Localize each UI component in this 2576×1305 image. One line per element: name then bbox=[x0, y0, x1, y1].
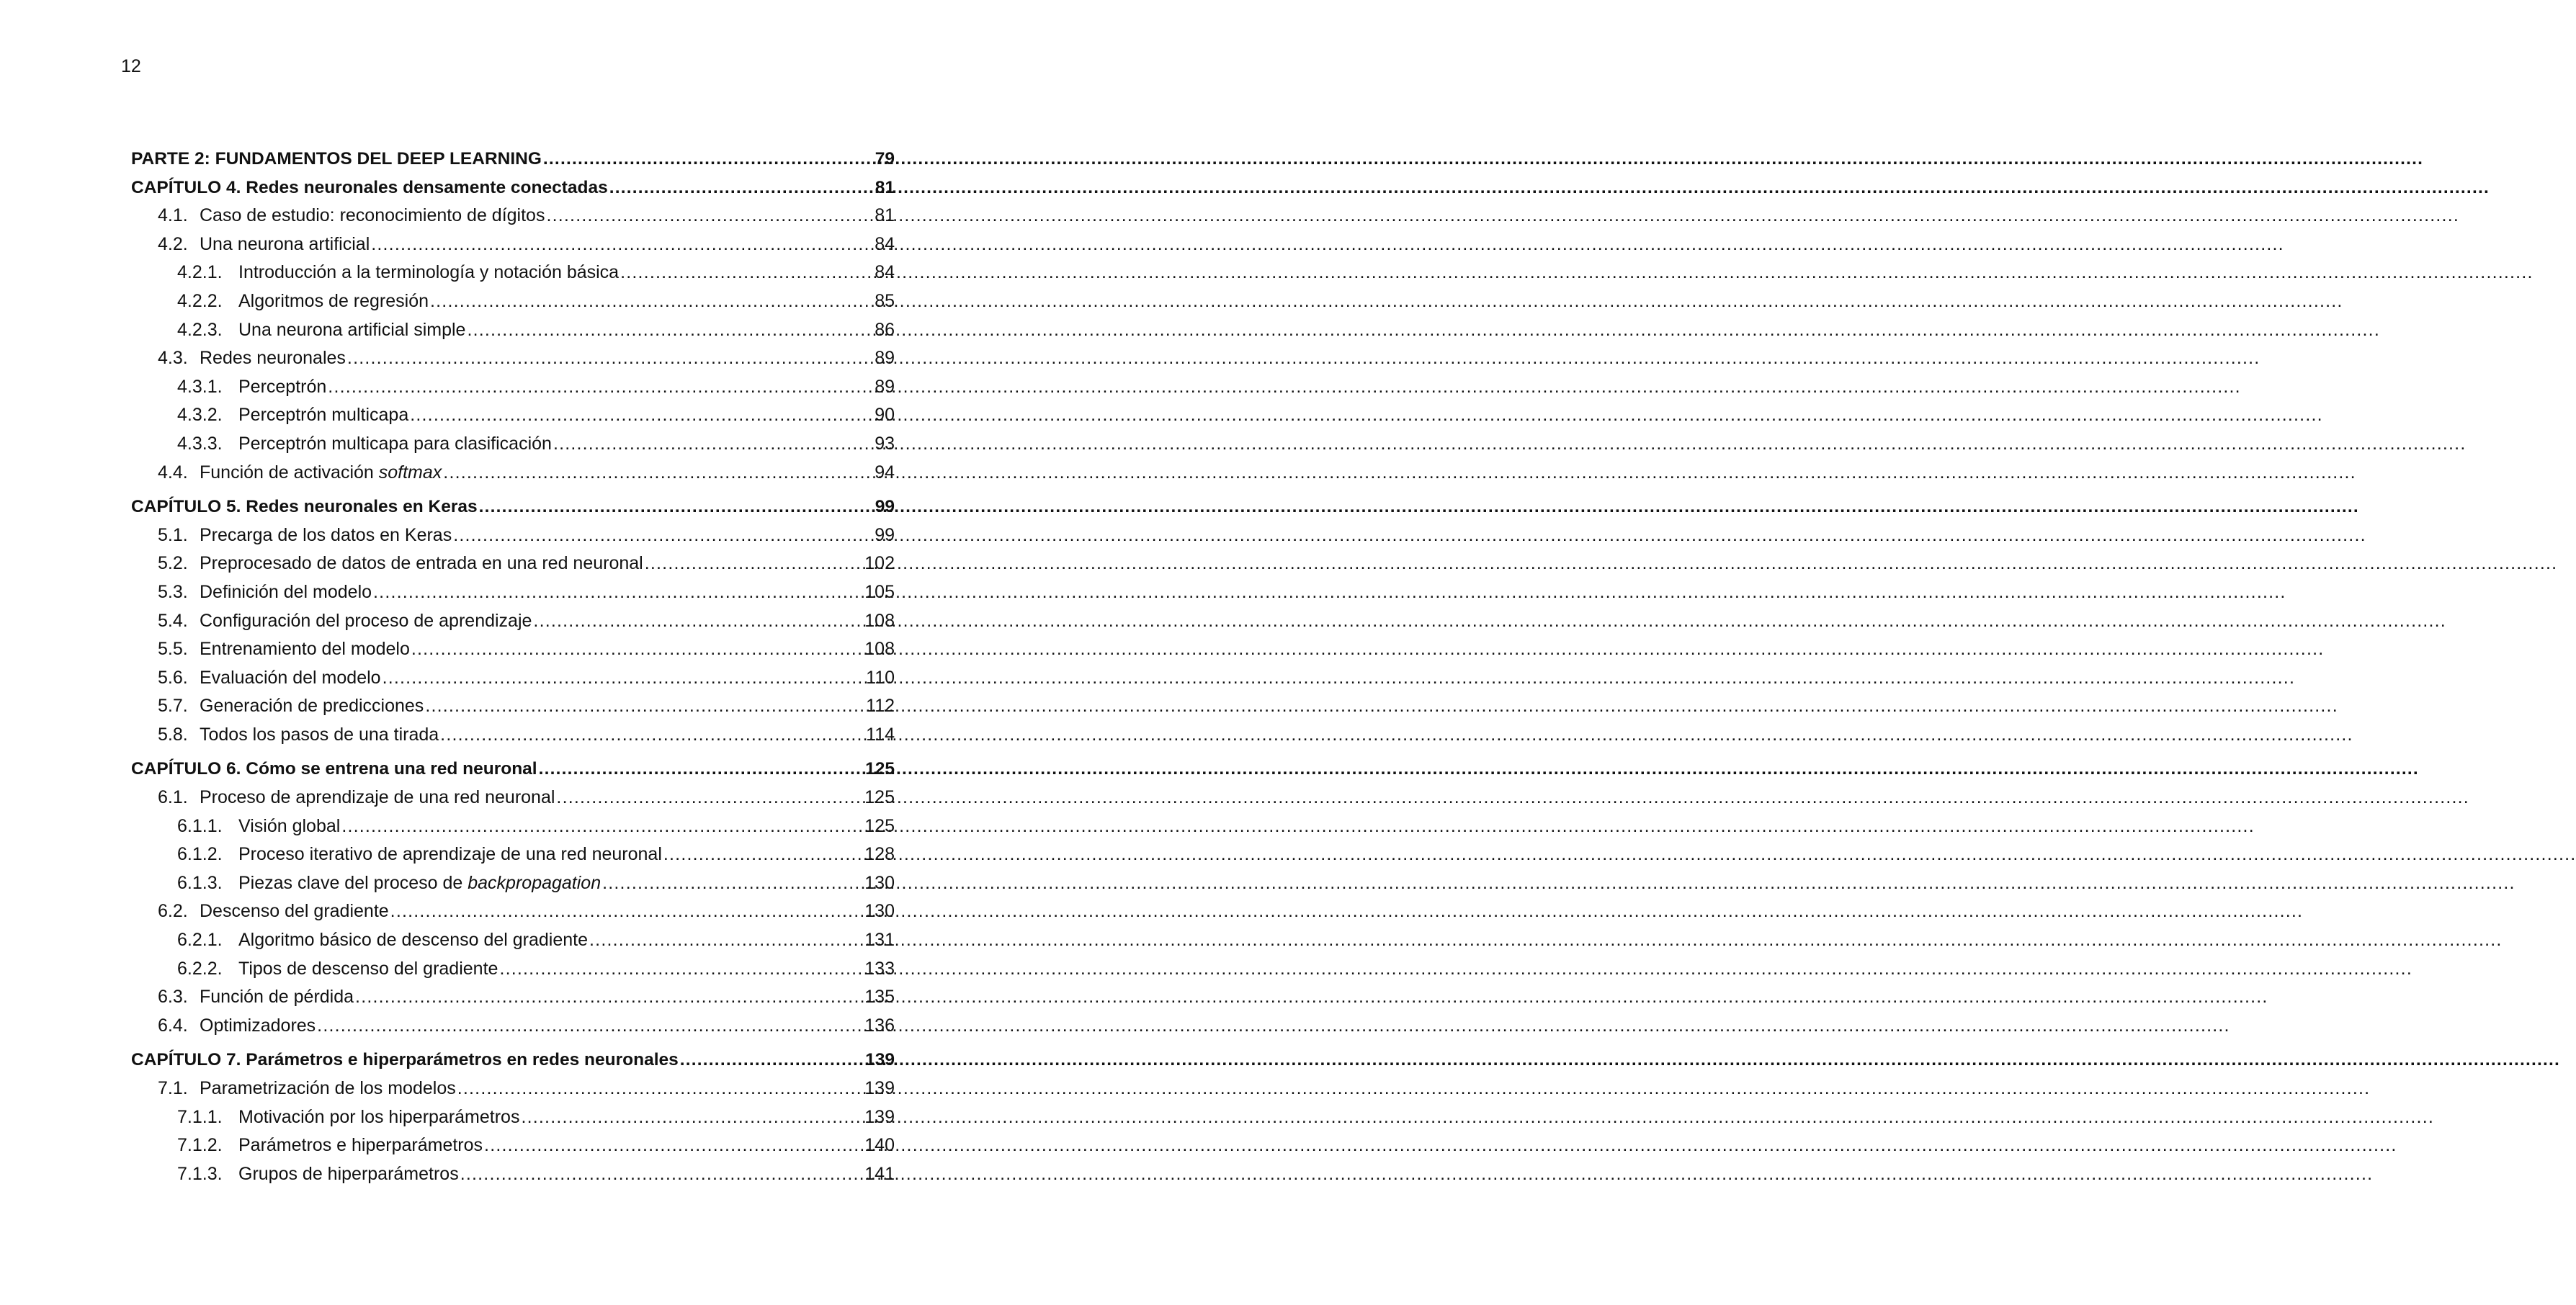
toc-entry-title bbox=[238, 812, 340, 841]
toc-dot-leader bbox=[453, 521, 873, 550]
toc-entry-title bbox=[200, 607, 532, 636]
toc-entry-title bbox=[238, 1160, 459, 1189]
toc-dot-leader bbox=[556, 784, 863, 812]
toc-dot-leader bbox=[680, 1046, 864, 1075]
toc-entry-title bbox=[238, 869, 601, 898]
toc-entry-title-text: PARTE 2: FUNDAMENTOS DEL DEEP LEARNING bbox=[131, 149, 542, 169]
toc-page-number: 99 bbox=[875, 524, 895, 545]
toc-entry-title bbox=[200, 230, 370, 259]
toc-entry-title bbox=[200, 721, 439, 750]
toc-entry-number: 5.5. bbox=[158, 639, 188, 660]
toc-section-entry[interactable] bbox=[131, 578, 895, 607]
toc-page-number: 114 bbox=[866, 724, 895, 745]
toc-entry-title-text: Entrenamiento del modelo bbox=[200, 639, 410, 660]
toc-entry-title bbox=[200, 1012, 316, 1041]
toc-dot-leader bbox=[410, 401, 873, 430]
toc-subsection-entry[interactable] bbox=[131, 259, 895, 287]
toc-entry-number: 6.2. bbox=[158, 901, 188, 922]
toc-page-number: 102 bbox=[864, 553, 895, 574]
toc-page-number: 125 bbox=[865, 759, 895, 779]
toc-entry-title-text: Función de pérdida bbox=[200, 987, 354, 1008]
toc-dot-leader bbox=[589, 926, 863, 955]
toc-subsection-entry[interactable] bbox=[131, 926, 895, 955]
toc-entry-title-text: Evaluación del modelo bbox=[200, 667, 381, 688]
toc-entry-title bbox=[131, 493, 478, 521]
toc-subsection-entry[interactable] bbox=[131, 1131, 895, 1160]
toc-page-number: 84 bbox=[875, 262, 895, 283]
toc-page-number: 125 bbox=[864, 815, 895, 836]
toc-entry-title-italic: softmax bbox=[378, 462, 442, 483]
toc-entry-title-text: Descenso del gradiente bbox=[200, 901, 389, 922]
toc-subsection-entry[interactable] bbox=[131, 373, 895, 402]
toc-dot-leader bbox=[371, 230, 873, 259]
toc-subsection-entry[interactable] bbox=[131, 955, 895, 984]
toc-entry-title bbox=[238, 955, 498, 984]
toc-entry-title-text: Tipos de descenso del gradiente bbox=[238, 958, 498, 979]
toc-dot-leader bbox=[460, 1160, 864, 1189]
toc-entry-title bbox=[131, 174, 608, 202]
toc-dot-leader bbox=[341, 812, 863, 841]
toc-dot-leader bbox=[553, 430, 873, 459]
toc-entry-title-text: Visión global bbox=[238, 815, 341, 836]
toc-page-number: 108 bbox=[864, 610, 895, 631]
toc-entry-number: 6.4. bbox=[158, 1015, 188, 1036]
toc-entry-title bbox=[200, 983, 354, 1012]
toc-subsection-entry[interactable] bbox=[131, 1103, 895, 1132]
toc-entry-title bbox=[238, 316, 465, 345]
toc-section-entry[interactable] bbox=[131, 1075, 895, 1103]
toc-entry-title-text: Redes neuronales bbox=[200, 348, 346, 369]
toc-entry-title-text: CAPÍTULO 5. Redes neuronales en Keras bbox=[131, 497, 478, 517]
toc-entry-number: 7.1. bbox=[158, 1078, 188, 1098]
toc-entry-title bbox=[238, 287, 429, 316]
toc-entry-title-text: CAPÍTULO 7. Parámetros e hiperparámetros en redes neuronales bbox=[131, 1050, 679, 1070]
toc-entry-title bbox=[200, 578, 372, 607]
toc-section-entry[interactable] bbox=[131, 692, 895, 721]
toc-section-entry[interactable] bbox=[131, 344, 895, 373]
toc-entry-title bbox=[200, 1075, 456, 1103]
toc-entry-title bbox=[200, 784, 555, 812]
toc-section-entry[interactable] bbox=[131, 550, 895, 578]
toc-dot-leader bbox=[347, 344, 873, 373]
toc-section-entry[interactable] bbox=[131, 521, 895, 550]
toc-entry-number: 7.1.3. bbox=[177, 1163, 223, 1184]
toc-page-number: 136 bbox=[864, 1015, 895, 1036]
toc-entry-title bbox=[200, 521, 452, 550]
toc-dot-leader bbox=[467, 316, 873, 345]
toc-section-entry[interactable] bbox=[131, 721, 895, 750]
toc-page-number: 85 bbox=[875, 290, 895, 311]
toc-entry-number: 4.2. bbox=[158, 233, 188, 254]
toc-chapter-entry[interactable] bbox=[131, 1046, 895, 1075]
toc-entry-title-text: Proceso de aprendizaje de una red neuronal bbox=[200, 787, 555, 808]
toc-entry-title-text: Precarga de los datos en Keras bbox=[200, 524, 452, 545]
toc-entry-title-text: Parametrización de los modelos bbox=[200, 1078, 456, 1098]
toc-entry-title-text: Todos los pasos de una tirada bbox=[200, 724, 439, 745]
toc-entry-title-text: Optimizadores bbox=[200, 1015, 316, 1036]
toc-dot-leader bbox=[645, 550, 864, 578]
toc-part-entry[interactable] bbox=[131, 145, 895, 174]
toc-dot-leader bbox=[521, 1103, 863, 1132]
table-of-contents bbox=[131, 145, 895, 1188]
toc-entry-number: 6.1.2. bbox=[177, 844, 223, 865]
toc-section-entry[interactable] bbox=[131, 897, 895, 926]
toc-entry-title-text: Motivación por los hiperparámetros bbox=[238, 1106, 520, 1127]
toc-entry-number: 6.1.3. bbox=[177, 872, 223, 893]
toc-page-number: 135 bbox=[864, 987, 895, 1008]
toc-entry-title-text: Preprocesado de datos de entrada en una red neuronal bbox=[200, 553, 643, 574]
toc-entry-title bbox=[238, 926, 588, 955]
toc-page-number: 89 bbox=[875, 376, 895, 397]
toc-entry-title-text: Función de activación bbox=[200, 462, 379, 483]
toc-page-number: 112 bbox=[866, 696, 895, 717]
toc-page-number: 128 bbox=[864, 844, 895, 865]
toc-section-entry[interactable] bbox=[131, 202, 895, 230]
toc-section-entry[interactable] bbox=[131, 635, 895, 664]
toc-entry-title-text: Caso de estudio: reconocimiento de dígitos bbox=[200, 205, 545, 226]
toc-page-number: 130 bbox=[864, 872, 895, 893]
toc-entry-title bbox=[200, 459, 442, 488]
toc-entry-number: 4.1. bbox=[158, 205, 188, 226]
toc-dot-leader bbox=[328, 373, 873, 402]
toc-entry-title bbox=[200, 635, 410, 664]
toc-page-number: 84 bbox=[875, 233, 895, 254]
toc-subsection-entry[interactable] bbox=[131, 840, 895, 869]
toc-subsection-entry[interactable] bbox=[131, 869, 895, 898]
toc-page-number: 81 bbox=[875, 177, 895, 197]
toc-dot-leader bbox=[355, 983, 863, 1012]
toc-entry-number: 5.4. bbox=[158, 610, 188, 631]
toc-entry-title bbox=[238, 1131, 483, 1160]
toc-entry-title-text: Configuración del proceso de aprendizaje bbox=[200, 610, 532, 631]
toc-chapter-entry[interactable] bbox=[131, 755, 895, 784]
toc-page-number: 133 bbox=[864, 958, 895, 979]
toc-entry-title bbox=[200, 692, 424, 721]
toc-section-entry[interactable] bbox=[131, 230, 895, 259]
toc-entry-title bbox=[238, 373, 326, 402]
toc-entry-number: 4.2.3. bbox=[177, 319, 223, 340]
toc-entry-number: 5.1. bbox=[158, 524, 188, 545]
toc-entry-number: 6.2.1. bbox=[177, 930, 223, 951]
toc-entry-title bbox=[238, 840, 662, 869]
toc-subsection-entry[interactable] bbox=[131, 316, 895, 345]
toc-page-number: 140 bbox=[864, 1135, 895, 1156]
toc-dot-leader bbox=[602, 869, 863, 898]
toc-entry-title-text: Algoritmos de regresión bbox=[238, 290, 429, 311]
toc-entry-title bbox=[238, 1103, 519, 1132]
toc-entry-title-text: Una neurona artificial simple bbox=[238, 319, 466, 340]
toc-entry-title-text: Una neurona artificial bbox=[200, 233, 370, 254]
toc-section-entry[interactable] bbox=[131, 983, 895, 1012]
toc-entry-number: 7.1.1. bbox=[177, 1106, 223, 1127]
toc-entry-title-text: Perceptrón multicapa para clasificación bbox=[238, 433, 552, 454]
toc-dot-leader bbox=[663, 840, 863, 869]
toc-entry-title bbox=[200, 550, 643, 578]
toc-dot-leader bbox=[546, 202, 873, 230]
toc-entry-title-text: CAPÍTULO 4. Redes neuronales densamente conectadas bbox=[131, 177, 608, 197]
toc-dot-leader bbox=[499, 955, 863, 984]
toc-section-entry[interactable] bbox=[131, 1012, 895, 1041]
toc-page-number: 139 bbox=[864, 1078, 895, 1098]
toc-entry-title-text: Proceso iterativo de aprendizaje de una red neuronal bbox=[238, 844, 662, 865]
toc-entry-title-text: Introducción a la terminología y notación básica bbox=[238, 262, 620, 283]
toc-dot-leader bbox=[425, 692, 864, 721]
toc-subsection-entry[interactable] bbox=[131, 287, 895, 316]
toc-dot-leader bbox=[440, 721, 864, 750]
toc-dot-leader bbox=[620, 259, 873, 287]
toc-entry-number: 7.1.2. bbox=[177, 1135, 223, 1156]
toc-page-number: 139 bbox=[864, 1106, 895, 1127]
toc-page-number: 81 bbox=[875, 205, 895, 226]
toc-subsection-entry[interactable] bbox=[131, 430, 895, 459]
page-number: 12 bbox=[121, 56, 141, 76]
toc-entry-title-text: Parámetros e hiperparámetros bbox=[238, 1135, 483, 1156]
toc-entry-title bbox=[200, 897, 389, 926]
toc-chapter-entry[interactable] bbox=[131, 174, 895, 202]
toc-dot-leader bbox=[457, 1075, 864, 1103]
toc-page-number: 131 bbox=[864, 930, 895, 951]
toc-entry-title bbox=[131, 145, 542, 174]
toc-page-number: 130 bbox=[864, 901, 895, 922]
toc-entry-number: 5.3. bbox=[158, 581, 188, 602]
toc-page-number: 141 bbox=[864, 1163, 895, 1184]
toc-page-number: 139 bbox=[865, 1050, 895, 1070]
toc-dot-leader bbox=[533, 607, 863, 636]
toc-entry-number: 6.1. bbox=[158, 787, 188, 808]
toc-subsection-entry[interactable] bbox=[131, 812, 895, 841]
toc-page-number: 79 bbox=[875, 149, 895, 169]
toc-dot-leader bbox=[317, 1012, 863, 1041]
toc-section-entry[interactable] bbox=[131, 664, 895, 693]
toc-entry-title bbox=[131, 1046, 679, 1075]
toc-dot-leader bbox=[390, 897, 864, 926]
toc-entry-title bbox=[238, 430, 552, 459]
toc-dot-leader bbox=[609, 174, 874, 202]
toc-page-number: 86 bbox=[875, 319, 895, 340]
toc-section-entry[interactable] bbox=[131, 459, 895, 488]
toc-entry-number: 5.2. bbox=[158, 553, 188, 574]
toc-dot-leader bbox=[539, 755, 864, 784]
toc-entry-title bbox=[238, 401, 408, 430]
toc-entry-number: 4.2.1. bbox=[177, 262, 223, 283]
toc-dot-leader bbox=[443, 459, 873, 488]
toc-dot-leader bbox=[479, 493, 874, 521]
toc-entry-number: 5.7. bbox=[158, 696, 188, 717]
toc-dot-leader bbox=[430, 287, 873, 316]
toc-entry-number: 5.8. bbox=[158, 724, 188, 745]
toc-entry-number: 4.2.2. bbox=[177, 290, 223, 311]
toc-subsection-entry[interactable] bbox=[131, 1160, 895, 1189]
toc-page-number: 110 bbox=[866, 667, 895, 688]
toc-entry-number: 6.2.2. bbox=[177, 958, 223, 979]
toc-entry-title-text: Piezas clave del proceso de bbox=[238, 872, 468, 893]
toc-entry-number: 6.1.1. bbox=[177, 815, 223, 836]
toc-dot-leader bbox=[543, 145, 874, 174]
toc-entry-number: 4.3. bbox=[158, 348, 188, 369]
toc-entry-title bbox=[200, 344, 346, 373]
toc-entry-title-text: Algoritmo básico de descenso del gradiente bbox=[238, 930, 589, 951]
toc-entry-number: 4.4. bbox=[158, 462, 188, 483]
toc-page-number: 89 bbox=[875, 348, 895, 369]
toc-section-entry[interactable] bbox=[131, 607, 895, 636]
toc-chapter-entry[interactable] bbox=[131, 493, 895, 521]
toc-entry-number: 4.3.1. bbox=[177, 376, 223, 397]
toc-entry-number: 5.6. bbox=[158, 667, 188, 688]
toc-dot-leader bbox=[484, 1131, 863, 1160]
toc-entry-title bbox=[200, 664, 381, 693]
toc-dot-leader bbox=[411, 635, 863, 664]
toc-page-number: 93 bbox=[875, 433, 895, 454]
toc-entry-title-text: CAPÍTULO 6. Cómo se entrena una red neuronal bbox=[131, 759, 537, 779]
toc-page-number: 99 bbox=[875, 497, 895, 517]
toc-entry-number: 4.3.3. bbox=[177, 433, 223, 454]
toc-entry-title bbox=[200, 202, 545, 230]
toc-page-number: 105 bbox=[864, 581, 895, 602]
toc-entry-title bbox=[131, 755, 537, 784]
toc-entry-title-text: Perceptrón multicapa bbox=[238, 405, 409, 426]
toc-section-entry[interactable] bbox=[131, 784, 895, 812]
toc-subsection-entry[interactable] bbox=[131, 401, 895, 430]
toc-entry-title-text: Generación de predicciones bbox=[200, 696, 424, 717]
toc-entry-title bbox=[238, 259, 619, 287]
toc-page-number: 108 bbox=[864, 639, 895, 660]
toc-page-number: 94 bbox=[875, 462, 895, 483]
toc-entry-number: 4.3.2. bbox=[177, 405, 223, 426]
toc-entry-number: 6.3. bbox=[158, 987, 188, 1008]
toc-dot-leader bbox=[373, 578, 863, 607]
toc-entry-title-text: Definición del modelo bbox=[200, 581, 372, 602]
toc-entry-title-italic: backpropagation bbox=[468, 872, 601, 893]
toc-entry-title-text: Perceptrón bbox=[238, 376, 327, 397]
toc-entry-title-text: Grupos de hiperparámetros bbox=[238, 1163, 459, 1184]
toc-dot-leader bbox=[383, 664, 865, 693]
toc-page-number: 90 bbox=[875, 405, 895, 426]
toc-page-number: 125 bbox=[864, 787, 895, 808]
